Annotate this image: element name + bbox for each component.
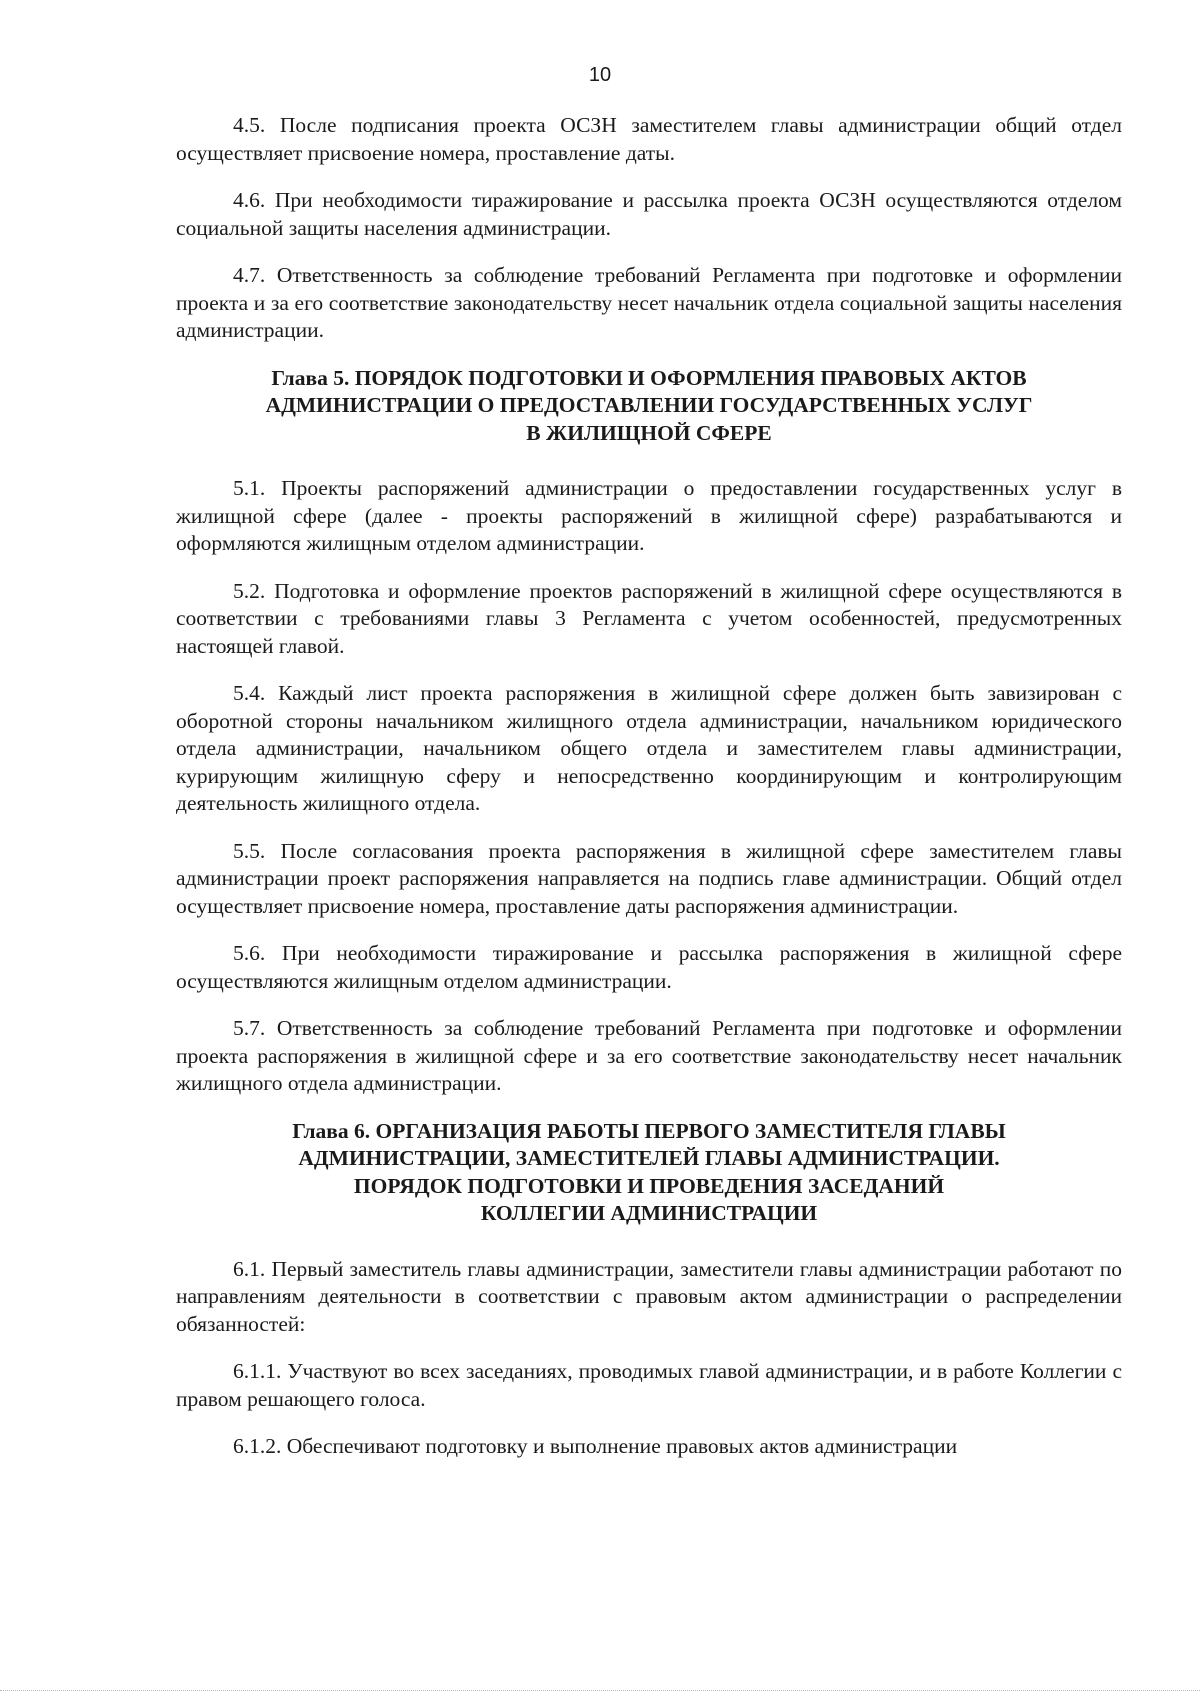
page-number: 10 xyxy=(588,64,612,86)
chapter-6-heading: Глава 6. ОРГАНИЗАЦИЯ РАБОТЫ ПЕРВОГО ЗАМЕСТИТЕЛЯ ГЛАВЫ АДМИНИСТРАЦИИ, ЗАМЕСТИТЕЛЕЙ ГЛАВЫ АДМИНИСТРАЦИИ. ПОРЯДОК ПОДГОТОВКИ И ПРОВЕДЕНИЯ ЗАСЕДАНИЙ КОЛЛЕГИИ АДМИНИСТРАЦИИ xyxy=(292,1118,1006,1225)
paragraph-5-4: 5.4. Каждый лист проекта распоряжения в жилищной сфере должен быть завизирован с оборотной стороны начальником жилищного отдела администрации, начальником юридического отдела администрации, начальником общего отдела и заместителем главы администрации, курирующим жилищную сферу и непосредственно координирующим и контролирующим деятельность жилищного отдела. xyxy=(176,681,1122,815)
paragraph-4-7: 4.7. Ответственность за соблюдение требований Регламента при подготовке и оформлении проекта и за его соответствие законодательству несет начальник отдела социальной защиты населения администрации. xyxy=(176,263,1122,342)
scan-edge-divider xyxy=(0,1690,1200,1691)
paragraph-4-5: 4.5. После подписания проекта ОСЗН заместителем главы администрации общий отдел осуществляет присвоение номера, проставление даты. xyxy=(176,113,1122,165)
paragraph-6-1-1: 6.1.1. Участвуют во всех заседаниях, проводимых главой администрации, и в работе Коллегии с правом решающего голоса. xyxy=(176,1359,1122,1411)
paragraph-4-6: 4.6. При необходимости тиражирование и рассылка проекта ОСЗН осуществляются отделом социальной защиты населения администрации. xyxy=(176,188,1122,240)
paragraph-5-7: 5.7. Ответственность за соблюдение требований Регламента при подготовке и оформлении проекта распоряжения в жилищной сфере и за его соответствие законодательству несет начальник жилищного отдела администрации. xyxy=(176,1016,1122,1095)
paragraph-6-1-2: 6.1.2. Обеспечивают подготовку и выполнение правовых актов администрации xyxy=(233,1434,958,1458)
paragraph-6-1: 6.1. Первый заместитель главы администрации, заместители главы администрации работают по направлениям деятельности в соответствии с правовым актом администрации о распределении обязанностей: xyxy=(176,1256,1122,1336)
paragraph-5-2: 5.2. Подготовка и оформление проектов распоряжений в жилищной сфере осуществляются в соответствии с требованиями главы 3 Регламента с учетом особенностей, предусмотренных настоящей главой. xyxy=(176,578,1122,658)
document-body xyxy=(176,112,1122,1481)
chapter-5-heading: Глава 5. ПОРЯДОК ПОДГОТОВКИ И ОФОРМЛЕНИЯ ПРАВОВЫХ АКТОВ АДМИНИСТРАЦИИ О ПРЕДОСТАВЛЕНИИ ГОСУДАРСТВЕННЫХ УСЛУГ В ЖИЛИЩНОЙ СФЕРЕ xyxy=(265,365,1033,445)
paragraph-5-1: 5.1. Проекты распоряжений администрации о предоставлении государственных услуг в жилищной сфере (далее - проекты распоряжений в жилищной сфере) разрабатываются и оформляются жилищным отделом администрации. xyxy=(176,476,1122,555)
paragraph-5-6: 5.6. При необходимости тиражирование и рассылка распоряжения в жилищной сфере осуществляются жилищным отделом администрации. xyxy=(176,941,1122,993)
paragraph-5-5: 5.5. После согласования проекта распоряжения в жилищной сфере заместителем главы администрации проект распоряжения направляется на подпись главе администрации. Общий отдел осуществляет присвоение номера, проставление даты распоряжения администрации. xyxy=(176,838,1122,918)
